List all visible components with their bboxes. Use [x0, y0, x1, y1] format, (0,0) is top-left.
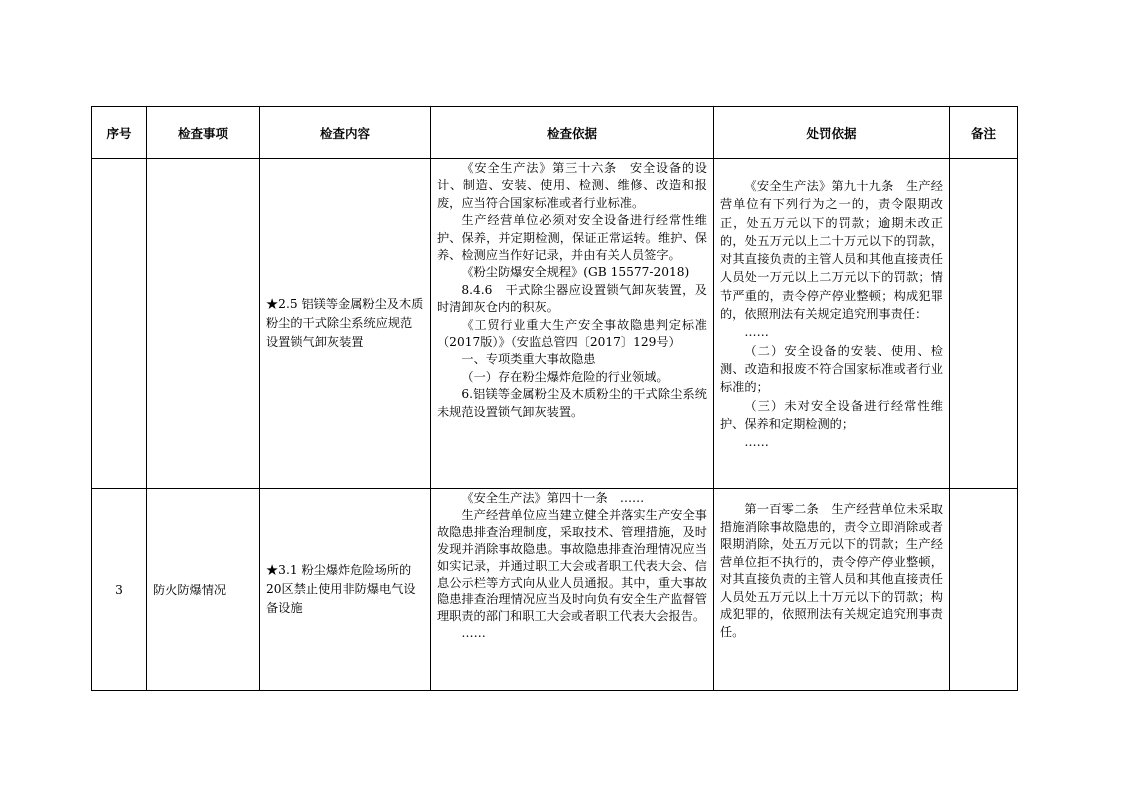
basis-paragraph: …… [461, 626, 486, 641]
basis-paragraph: 一、专项类重大事故隐患 [461, 352, 596, 367]
item-cell [147, 159, 260, 489]
header-content: 检查内容 [260, 107, 431, 159]
remark-cell [950, 159, 1018, 489]
table-row [92, 489, 1018, 691]
basis-paragraph: 《粉尘防爆安全规程》(GB 15577-2018) [461, 265, 690, 280]
header-row [92, 107, 1018, 159]
header-penalty: 处罚依据 [714, 107, 950, 159]
penalty-paragraph: 《安全生产法》第九十九条 生产经营单位有下列行为之一的，责令限期改正，处五万元以下的罚款；逾期未改正的，处五万元以上二十万元以下的罚款，对其直接负责的主管人员和其他直接责任人员处一万元以上二万元以下的罚款；情节严重的，责令停产停业整顿；构成犯罪的，依照刑法有关规定追究刑事责任： [720, 179, 943, 322]
content-cell: ★2.5 铝镁等金属粉尘及木质粉尘的干式除尘系统应规范设置锁气卸灰装置 [260, 159, 431, 489]
basis-paragraph: 6.铝镁等金属粉尘及木质粉尘的干式除尘系统未规范设置锁气卸灰装置。 [437, 387, 707, 419]
header-item: 检查事项 [147, 107, 260, 159]
basis-paragraph: （一）存在粉尘爆炸危险的行业领域。 [461, 369, 669, 384]
penalty-paragraph: …… [744, 325, 769, 340]
content-cell: ★3.1 粉尘爆炸危险场所的20区禁止使用非防爆电气设备设施 [260, 489, 431, 691]
basis-paragraph: 《工贸行业重大生产安全事故隐患判定标准（2017版）》（安监总管四〔2017〕129号） [437, 317, 707, 350]
table-row [92, 159, 1018, 489]
basis-cell [431, 489, 714, 691]
serial-cell: 3 [92, 489, 147, 691]
basis-paragraph: 生产经营单位应当建立健全并落实生产安全事故隐患排查治理制度，采取技术、管理措施，及时发现并消除事故隐患。事故隐患排查治理情况应当如实记录，并通过职工大会或者职工代表大会、信息公示栏等方式向从业人员通报。其中，重大事故隐患排查治理情况应当及时向负有安全生产监督管理职责的部门和职工大会或者职工代表大会报告。 [437, 507, 707, 624]
header-basis: 检查依据 [431, 107, 714, 159]
basis-paragraph: 8.4.6 干式除尘器应设置锁气卸灰装置，及时清卸灰仓内的积灰。 [437, 282, 707, 315]
remark-cell [950, 489, 1018, 691]
header-serial: 序号 [92, 107, 147, 159]
serial-cell [92, 159, 147, 489]
penalty-paragraph: …… [744, 435, 769, 450]
penalty-cell [714, 489, 950, 691]
penalty-cell [714, 159, 950, 489]
basis-paragraph: 《安全生产法》第三十六条 安全设备的设计、制造、安装、使用、检测、维修、改造和报废，应当符合国家标准或者行业标准。 [437, 161, 707, 210]
basis-paragraph: 《安全生产法》第四十一条 …… [461, 491, 645, 505]
basis-paragraph: 生产经营单位必须对安全设备进行经常性维护、保养，并定期检测，保证正常运转。维护、保养、检测应当作好记录，并由有关人员签字。 [437, 213, 707, 263]
basis-cell [431, 159, 714, 489]
penalty-paragraph: （二）安全设备的安装、使用、检测、改造和报废不符合国家标准或者行业标准的； [720, 343, 943, 395]
inspection-table [91, 106, 1018, 691]
penalty-paragraph: （三）未对安全设备进行经常性维护、保养和定期检测的； [720, 398, 943, 431]
penalty-paragraph: 第一百零二条 生产经营单位未采取措施消除事故隐患的，责令立即消除或者限期消除，处五万元以下的罚款；生产经营单位拒不执行的，责令停产停业整顿，对其直接负责的主管人员和其他直接责任人员处五万元以上十万元以下的罚款；构成犯罪的，依照刑法有关规定追究刑事责任。 [720, 502, 943, 639]
header-remark: 备注 [950, 107, 1018, 159]
item-cell: 防火防爆情况 [147, 489, 260, 691]
